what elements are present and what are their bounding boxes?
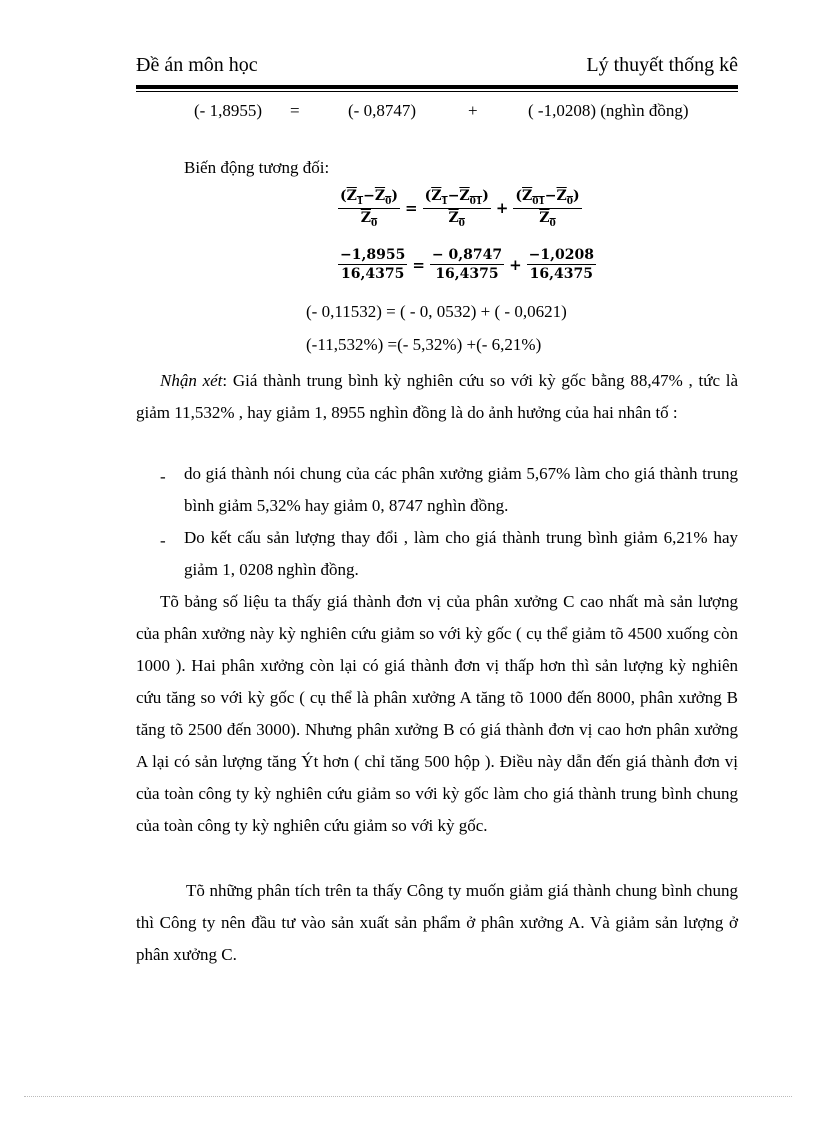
header-title-left: Đề án môn học bbox=[136, 54, 258, 76]
formula-fraction-2: $\frac{(Z_1-Z_{01})}{Z_0}$ bbox=[424, 188, 489, 229]
page-footer-line bbox=[24, 1096, 792, 1097]
relative-label: Biến động tương đối: bbox=[184, 158, 330, 177]
abs-eq: = bbox=[290, 101, 300, 120]
numeric-fraction-3: $\frac{-1,0208}{16,4375}$ bbox=[528, 247, 594, 282]
abs-lhs: (- 1,8955) bbox=[194, 101, 262, 120]
header-title-right: Lý thuyết thống kê bbox=[586, 54, 738, 76]
analysis-paragraph: Tõ bảng số liệu ta thấy giá thành đơn vị của phân xưởng C cao nhất mà sản lượng của phân xưởng này kỳ nghiên cứu giảm so với kỳ gốc ( cụ thể giảm tõ 4500 xuống còn 1000 ). Hai phân xưởng còn lại có giá thành đơn vị thấp hơn thì sản lượng kỳ nghiên cứu tăng so với kỳ gốc ( cụ thể là phân xưởng A tăng tõ 1000 đến 8000, phân xưởng B tăng tõ 2500 đến 3000). Nhưng phân xưởng B có giá thành đơn vị cao hơn phân xưởng A lại có sản lượng tăng Ýt hơn ( chỉ tăng 500 hộp ). Điều này dẫn đến giá thành đơn vị của toàn công ty kỳ nghiên cứu giảm so với kỳ gốc làm cho giá thành trung bình chung của toàn công ty kỳ nghiên cứu giảm so với kỳ gốc. bbox=[136, 592, 738, 835]
percent-line: (-11,532%) =(- 5,32%) +(- 6,21%) bbox=[306, 335, 542, 354]
numeric-formula: $\frac{-1,8955}{16,4375}$ = $\frac{- 0,8747}{16,4375}$ + $\frac{-1,0208}{16,4375}$ bbox=[340, 247, 594, 282]
relative-formula: $\frac{(Z_1-Z_0)}{Z_0}$ = $\frac{(Z_1-Z_{01})}{Z_0}$ + $\frac{(Z_{01}-Z_0)}{Z_0}$ bbox=[340, 188, 580, 229]
formula-fraction-1: $\frac{(Z_1-Z_0)}{Z_0}$ bbox=[340, 188, 398, 229]
header-rule-thin bbox=[136, 91, 738, 92]
numeric-fraction-1: $\frac{-1,8955}{16,4375}$ bbox=[340, 247, 406, 282]
abs-plus: + bbox=[468, 101, 478, 120]
bullet-dash-2: - bbox=[160, 531, 166, 550]
bullet-item-1: do giá thành nói chung của các phân xưởng giảm 5,67% làm cho giá thành trung bình giảm 5,32% hay giảm 0, 8747 nghìn đồng. bbox=[184, 464, 738, 515]
ratio-line: (- 0,11532) = ( - 0, 0532) + ( - 0,0621) bbox=[306, 302, 567, 321]
comment-text: : Giá thành trung bình kỳ nghiên cứu so với kỳ gốc bằng 88,47% , tức là giảm 11,532% , hay giảm 1, 8955 nghìn đồng là do ảnh hưởng của hai nhân tố : bbox=[136, 371, 738, 422]
conclusion-paragraph: Tõ những phân tích trên ta thấy Công ty muốn giảm giá thành chung bình chung thì Công ty nên đầu tư vào sản xuất sản phẩm ở phân xưởng A. Và giảm sản lượng ở phân xưởng C. bbox=[136, 881, 738, 964]
comment-paragraph bbox=[136, 365, 738, 429]
header-rule-thick bbox=[136, 85, 738, 89]
abs-term-a: (- 0,8747) bbox=[348, 101, 416, 120]
numeric-fraction-2: $\frac{- 0,8747}{16,4375}$ bbox=[431, 247, 503, 282]
abs-term-b: ( -1,0208) (nghìn đồng) bbox=[528, 101, 689, 120]
formula-fraction-3: $\frac{(Z_{01}-Z_0)}{Z_0}$ bbox=[515, 188, 580, 229]
bullet-dash-1: - bbox=[160, 467, 166, 486]
bullet-item-2: Do kết cấu sản lượng thay đổi , làm cho giá thành trung bình giảm 6,21% hay giảm 1, 0208 nghìn đồng. bbox=[184, 528, 738, 579]
comment-label: Nhận xét bbox=[160, 371, 223, 390]
